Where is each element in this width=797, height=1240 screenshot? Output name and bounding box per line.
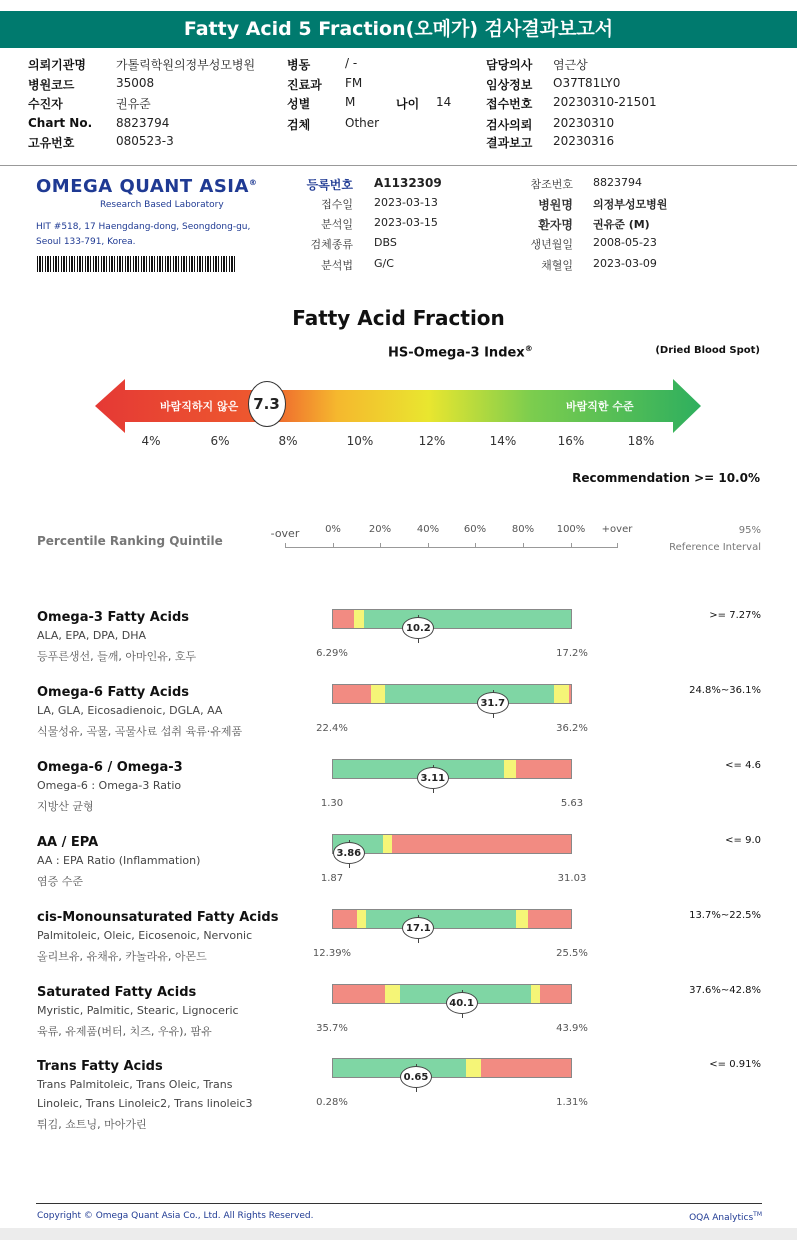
range-bar (332, 609, 572, 629)
meta-value: 2008-05-23 (593, 236, 657, 249)
header-value: 20230310 (553, 116, 615, 130)
gauge-tick: 10% (346, 434, 374, 448)
meta-value: A1132309 (374, 176, 442, 190)
header-label: 검체 (287, 118, 311, 132)
range-bar (332, 1058, 572, 1078)
meta-label: 환자명 (538, 218, 573, 232)
marker-tick (418, 939, 419, 943)
section-subtitle: Myristic, Palmitic, Stearic, Lignoceric (37, 1004, 239, 1017)
section-subtitle: Linoleic, Trans Linoleic2, Trans linoleic3 (37, 1097, 253, 1110)
meta-label: 참조번호 (530, 178, 573, 191)
section-foods: 식물성유, 곡물, 곡물사료 섭취 육류·유제품 (37, 725, 243, 738)
gauge-value-marker: 7.3 (248, 381, 286, 427)
range-max: 17.2% (556, 648, 588, 659)
lab-address-2: Seoul 133-791, Korea. (36, 237, 136, 247)
range-min: 12.39% (312, 948, 352, 959)
ref-interval-label: Reference Interval (669, 542, 761, 553)
meta-label: 접수일 (321, 198, 353, 211)
range-bar (332, 834, 572, 854)
meta-value: G/C (374, 257, 394, 270)
range-min: 6.29% (316, 648, 348, 659)
lab-logo: OMEGA QUANT ASIA® (36, 176, 258, 197)
header-value: 가톨릭학원의정부성모병원 (116, 58, 256, 72)
range-bar-segment (481, 1059, 571, 1077)
range-max: 31.03 (557, 873, 587, 884)
section-title: Omega-6 Fatty Acids (37, 685, 190, 700)
range-bar-segment (333, 910, 357, 928)
gauge-tick: 18% (627, 434, 655, 448)
gauge-tick: 16% (557, 434, 585, 448)
meta-label: 병원명 (538, 198, 573, 212)
quintile-scale-label: 80% (511, 524, 535, 535)
range-bar-segment (569, 685, 571, 703)
header-label: 결과보고 (486, 136, 533, 150)
header-value: 35008 (116, 76, 155, 90)
header-label: 임상정보 (486, 78, 533, 92)
meta-label: 채혈일 (541, 259, 573, 272)
header-label: 수진자 (28, 97, 63, 111)
range-bar-segment (333, 610, 354, 628)
value-marker: 40.1 (446, 992, 478, 1014)
header-label: 병동 (287, 58, 311, 72)
range-bar-segment (333, 985, 385, 1003)
quintile-axis-tick (428, 543, 429, 548)
header-label: 담당의사 (486, 58, 533, 72)
meta-label: 생년월일 (530, 238, 573, 251)
range-bar-segment (528, 910, 571, 928)
range-bar-segment (385, 985, 399, 1003)
marker-tick (462, 1014, 463, 1018)
section-title: Omega-3 Fatty Acids (37, 610, 190, 625)
section-foods: 올리브유, 유채유, 카놀라유, 아몬드 (37, 950, 207, 963)
quintile-label: Percentile Ranking Quintile (37, 534, 223, 548)
range-bar-segment (371, 685, 385, 703)
ref-interval-pct: 95% (738, 525, 761, 536)
range-bar-segment (357, 910, 367, 928)
meta-value: 2023-03-13 (374, 196, 438, 209)
quintile-axis-tick (523, 543, 524, 548)
range-min: 0.28% (316, 1097, 348, 1108)
quintile-scale-label: 100% (556, 524, 586, 535)
copyright: Copyright © Omega Quant Asia Co., Ltd. All Rights Reserved. (37, 1211, 314, 1221)
section-title: Fatty Acid Fraction (292, 306, 505, 330)
quintile-scale-label: 20% (368, 524, 392, 535)
range-bar-segment (392, 835, 571, 853)
reference-interval: <= 4.6 (725, 760, 761, 771)
range-bar-segment (333, 685, 371, 703)
header-value: Other (345, 116, 380, 130)
range-max: 43.9% (556, 1023, 588, 1034)
page-bottom (0, 1228, 797, 1240)
gauge-tick: 14% (489, 434, 517, 448)
range-bar-segment (516, 910, 528, 928)
range-max: 25.5% (556, 948, 588, 959)
quintile-axis-tick (571, 543, 572, 548)
quintile-scale-label: 60% (463, 524, 487, 535)
divider (0, 165, 797, 166)
header-label: 성별 (287, 97, 311, 111)
meta-label: 분석법 (321, 259, 353, 272)
section-title: Trans Fatty Acids (37, 1059, 163, 1074)
gauge-left-label: 바람직하지 않은 (160, 400, 239, 413)
range-min: 1.87 (320, 873, 344, 884)
meta-label: 검체종류 (310, 238, 353, 251)
reference-interval: <= 9.0 (725, 835, 761, 846)
section-title: AA / EPA (37, 835, 99, 850)
gauge-right-label: 바람직한 수준 (566, 400, 634, 413)
reference-interval: 37.6%~42.8% (689, 985, 761, 996)
range-bar (332, 684, 572, 704)
range-min: 35.7% (316, 1023, 348, 1034)
quintile-scale-label: 40% (416, 524, 440, 535)
value-marker: 10.2 (402, 617, 434, 639)
reference-interval: 13.7%~22.5% (689, 910, 761, 921)
header-value: FM (345, 76, 363, 90)
meta-value: 권유준 (M) (593, 218, 650, 231)
lab-logo-sub: Research Based Laboratory (100, 200, 224, 210)
header-label: 고유번호 (28, 136, 75, 150)
section-subtitle: Trans Palmitoleic, Trans Oleic, Trans (37, 1078, 233, 1091)
range-bar-segment (504, 760, 516, 778)
sample-type: (Dried Blood Spot) (655, 345, 760, 356)
range-bar-segment (383, 835, 393, 853)
section-title: Saturated Fatty Acids (37, 985, 197, 1000)
meta-value: 2023-03-15 (374, 216, 438, 229)
range-bar-segment (516, 760, 571, 778)
footer-brand: OQA Analytics™ (689, 1211, 762, 1223)
meta-value: 의정부성모병원 (593, 198, 668, 211)
header-value: 20230316 (553, 134, 615, 148)
range-max: 5.63 (560, 798, 584, 809)
range-bar-segment (540, 985, 571, 1003)
section-subtitle: Omega-6 : Omega-3 Ratio (37, 779, 182, 792)
header-value: 염근상 (553, 58, 588, 72)
value-marker: 3.86 (333, 842, 365, 864)
section-foods: 염증 수준 (37, 875, 84, 888)
quintile-axis-tick (475, 543, 476, 548)
footer-divider (36, 1203, 762, 1204)
marker-tick (433, 789, 434, 793)
age-value: 14 (436, 95, 452, 109)
quintile-axis (285, 547, 618, 548)
meta-label: 등록번호 (306, 178, 353, 192)
lab-address-1: HIT #518, 17 Haengdang-dong, Seongdong-gu, (36, 222, 251, 232)
value-marker: 31.7 (477, 692, 509, 714)
value-marker: 17.1 (402, 917, 434, 939)
header-label: Chart No. (28, 116, 93, 130)
range-bar-segment (466, 1059, 480, 1077)
range-max: 36.2% (556, 723, 588, 734)
section-foods: 육류, 유제품(버터, 치즈, 우유), 팜유 (37, 1025, 212, 1038)
quintile-axis-tick (617, 543, 618, 548)
marker-tick (416, 1088, 417, 1092)
quintile-scale-label: +over (601, 524, 633, 535)
header-value: / - (345, 56, 358, 70)
meta-value: 2023-03-09 (593, 257, 657, 270)
range-min: 1.30 (320, 798, 344, 809)
range-bar-segment (366, 910, 516, 928)
quintile-scale-label: 0% (325, 524, 341, 535)
header-value: O37T81LY0 (553, 76, 621, 90)
index-subtitle: HS-Omega-3 Index® (388, 344, 533, 361)
quintile-scale-label: -over (270, 527, 300, 540)
header-value: M (345, 95, 356, 109)
range-bar-segment (385, 685, 554, 703)
range-bar-segment (354, 610, 364, 628)
section-subtitle: LA, GLA, Eicosadienoic, DGLA, AA (37, 704, 223, 717)
header-value: 080523-3 (116, 134, 174, 148)
section-foods: 튀김, 쇼트닝, 마아가린 (37, 1118, 147, 1131)
meta-value: DBS (374, 236, 397, 249)
header-label: 의뢰기관명 (28, 58, 86, 72)
quintile-axis-tick (333, 543, 334, 548)
barcode (37, 256, 235, 272)
marker-tick (349, 864, 350, 868)
meta-label: 분석일 (321, 218, 353, 231)
header-label: 병원코드 (28, 78, 75, 92)
gauge-tick: 12% (418, 434, 446, 448)
quintile-axis-tick (285, 543, 286, 548)
marker-tick (418, 639, 419, 643)
section-foods: 지방산 균형 (37, 800, 94, 813)
reference-interval: <= 0.91% (709, 1059, 761, 1070)
marker-tick (493, 714, 494, 718)
reference-interval: >= 7.27% (709, 610, 761, 621)
gauge-tick: 6% (210, 434, 230, 448)
gauge-tick: 4% (141, 434, 161, 448)
section-subtitle: ALA, EPA, DPA, DHA (37, 629, 147, 642)
gauge-tick: 8% (278, 434, 298, 448)
header-label: 접수번호 (486, 97, 533, 111)
report-title: Fatty Acid 5 Fraction(오메가) 검사결과보고서 (0, 11, 797, 48)
meta-value: 8823794 (593, 176, 642, 189)
range-bar (332, 759, 572, 779)
range-bar (332, 909, 572, 929)
section-subtitle: Palmitoleic, Oleic, Eicosenoic, Nervonic (37, 929, 253, 942)
section-subtitle: AA : EPA Ratio (Inflammation) (37, 854, 201, 867)
value-marker: 0.65 (400, 1066, 432, 1088)
reference-interval: 24.8%~36.1% (689, 685, 761, 696)
header-label: 검사의뢰 (486, 118, 533, 132)
range-min: 22.4% (316, 723, 348, 734)
range-bar-segment (554, 685, 568, 703)
quintile-axis-tick (380, 543, 381, 548)
range-max: 1.31% (556, 1097, 588, 1108)
recommendation: Recommendation >= 10.0% (572, 471, 760, 485)
header-value: 8823794 (116, 116, 170, 130)
range-bar-segment (364, 610, 571, 628)
section-title: Omega-6 / Omega-3 (37, 760, 183, 775)
header-label: 진료과 (287, 78, 322, 92)
value-marker: 3.11 (417, 767, 449, 789)
section-title: cis-Monounsaturated Fatty Acids (37, 910, 279, 925)
section-foods: 등푸른생선, 들깨, 아마인유, 호두 (37, 650, 197, 663)
age-label: 나이 (396, 97, 420, 111)
header-value: 권유준 (116, 97, 151, 111)
range-bar-segment (531, 985, 541, 1003)
header-value: 20230310-21501 (553, 95, 657, 109)
